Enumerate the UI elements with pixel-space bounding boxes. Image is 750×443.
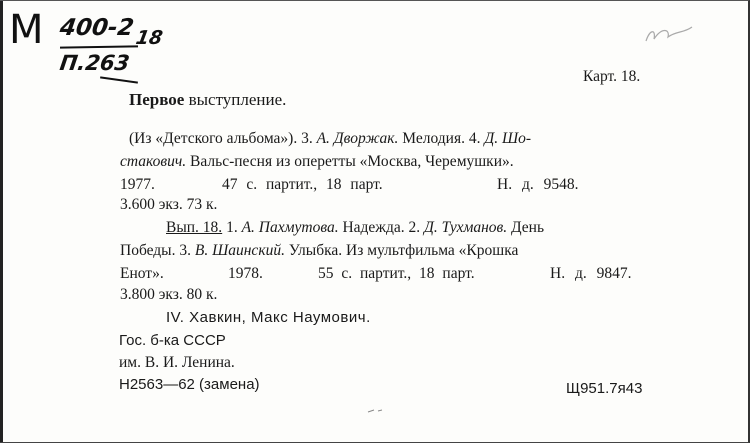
entry2-line2 xyxy=(120,241,518,261)
issue-number: Вып. 18. xyxy=(166,219,223,236)
entry1-copies: 3.600 экз. 73 к. xyxy=(120,196,218,213)
tracing-author: IV. Хавкин, Макс Наумович. xyxy=(166,309,371,326)
library-name: Гос. б-ка СССР xyxy=(119,332,226,349)
entry2-text: Надежда. 2. xyxy=(342,219,421,236)
title-rest: выступление. xyxy=(188,90,287,109)
handwritten-call-top: 400-2 xyxy=(58,15,136,41)
entry2-pages: 55 с. партит., 18 парт. xyxy=(318,265,475,282)
card-control-number: Н2563—62 (замена) xyxy=(119,376,260,393)
scan-speck-icon xyxy=(366,407,386,415)
entry2-text: Улыбка. Из мультфильма «Крошка xyxy=(288,242,519,259)
composer-shostakovich: Д. Шо- xyxy=(484,130,532,147)
title-bold: Первое xyxy=(129,90,185,109)
entry2-text: Победы. 3. xyxy=(120,242,191,259)
handwritten-stroke xyxy=(100,76,138,83)
handwritten-call-side: 18 xyxy=(134,27,165,49)
composer-shainsky: В. Шаинский. xyxy=(194,242,285,259)
entry1-line1 xyxy=(129,129,531,149)
handwritten-call-bottom: П.263 xyxy=(58,51,132,75)
entry2-year: 1978. xyxy=(228,265,263,282)
composer-shostakovich-cont: стакович. xyxy=(120,153,187,170)
entry1-text: Мелодия. 4. xyxy=(402,130,481,147)
entry1-publisher-no: Н. д. 9548. xyxy=(497,176,579,193)
entry2-text: День xyxy=(511,219,545,236)
composer-dvorak: А. Дворжак. xyxy=(316,130,399,147)
entry2-publisher-no: Н. д. 9847. xyxy=(550,265,632,282)
entry1-text: (Из «Детского альбома»). 3. xyxy=(129,130,313,147)
card-title xyxy=(129,90,286,110)
entry2-text: 1. xyxy=(226,219,238,236)
composer-tukhmanov: Д. Тухманов. xyxy=(424,219,508,236)
entry2-text: Енот». xyxy=(120,265,164,282)
classification-code: Щ951.7я43 xyxy=(566,380,643,397)
handwritten-mark: M xyxy=(9,7,42,53)
entry2-copies: 3.800 экз. 80 к. xyxy=(120,286,218,303)
library-name-cont: им. В. И. Ленина. xyxy=(119,354,235,371)
composer-pakhmutova: А. Пахмутова. xyxy=(241,219,339,236)
entry1-text: Вальс-песня из оперетты «Москва, Черемушки». xyxy=(190,153,514,170)
entry1-year: 1977. xyxy=(120,176,155,193)
entry2-line1 xyxy=(166,218,544,238)
handwritten-underline xyxy=(60,45,138,48)
pencil-scribble-icon xyxy=(640,19,700,49)
entry1-line2 xyxy=(120,152,514,172)
entry1-pages: 47 с. партит., 18 парт. xyxy=(222,176,383,193)
card-number: Карт. 18. xyxy=(583,68,641,85)
